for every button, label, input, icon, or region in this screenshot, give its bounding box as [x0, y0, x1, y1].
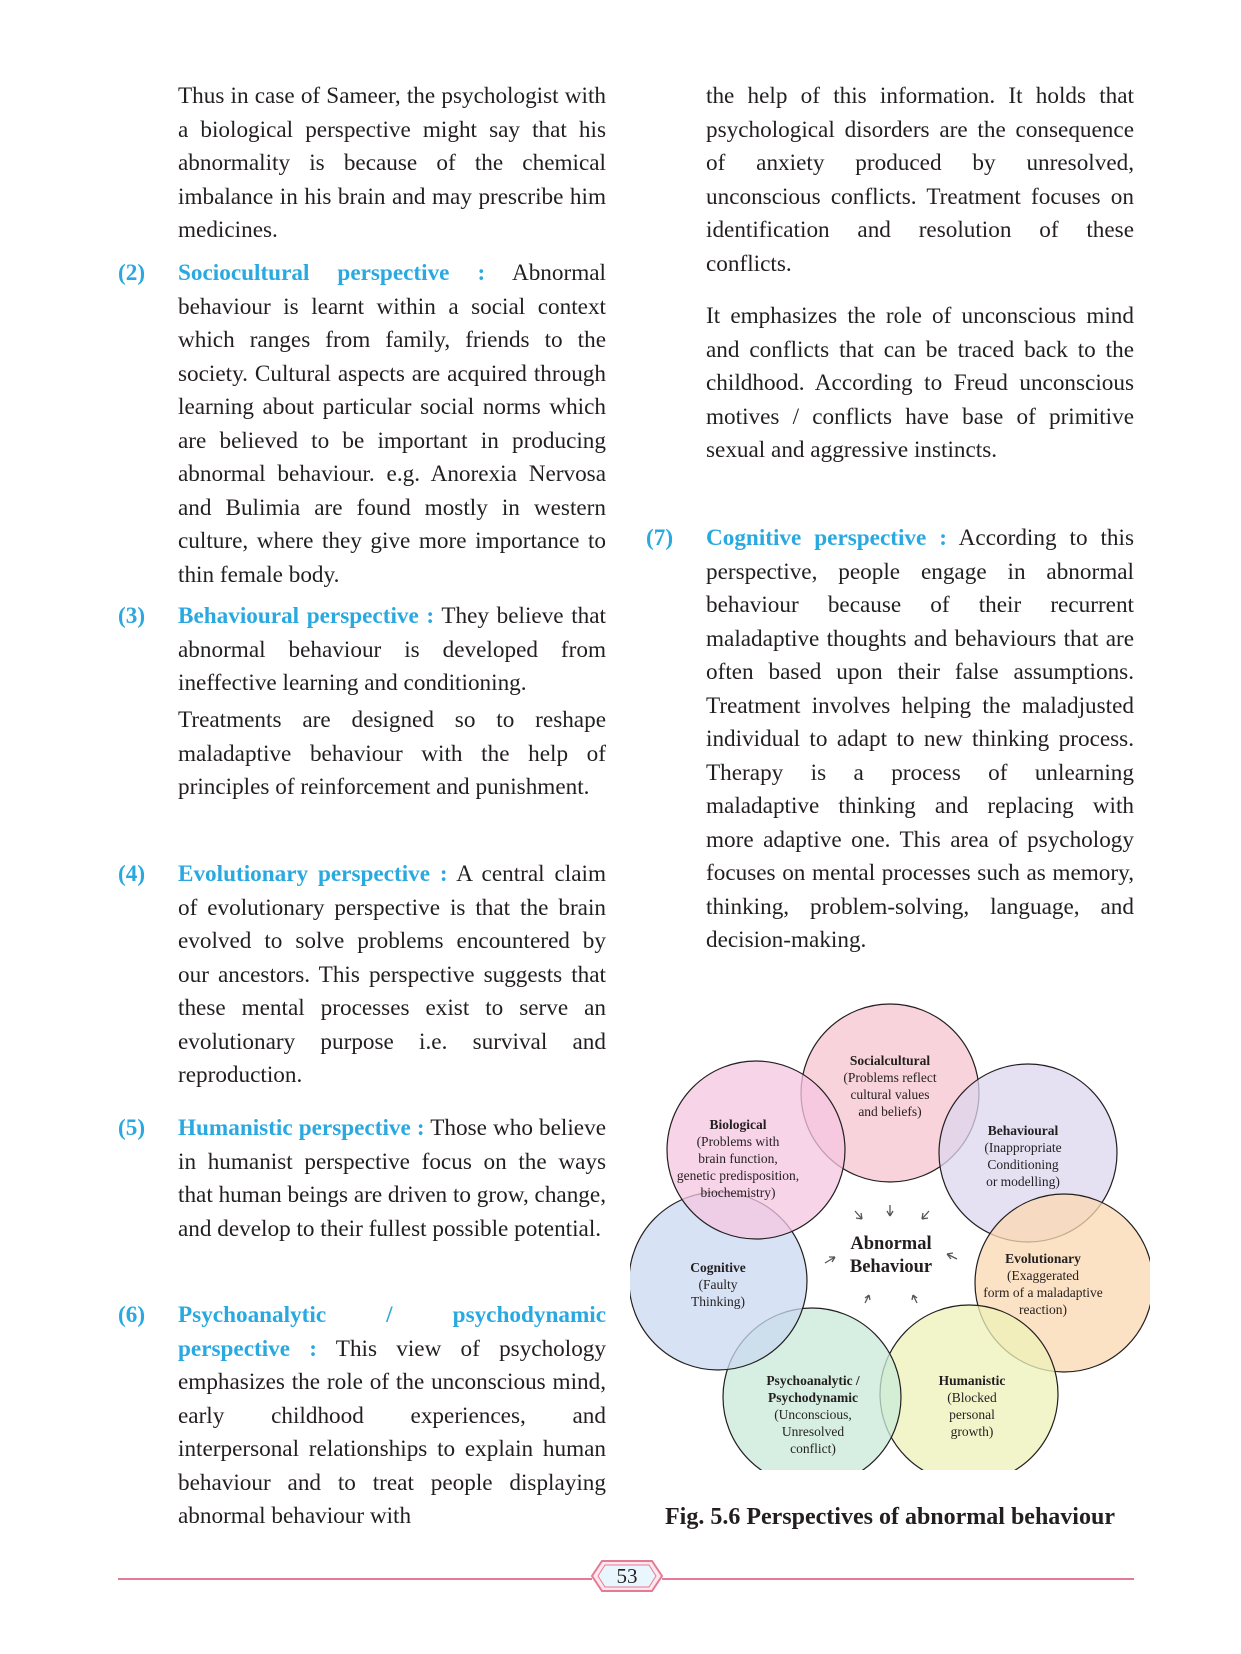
psychoanalytic-title: Psychoanalytic / [766, 1373, 860, 1388]
behavioural-line3: or modelling) [986, 1174, 1060, 1189]
biological-line1: (Problems with [696, 1134, 780, 1149]
humanistic-line2: personal [949, 1407, 995, 1422]
humanistic-line3: growth) [950, 1424, 994, 1439]
sociocultural-line2: cultural values [850, 1087, 930, 1102]
arrows [825, 1205, 957, 1303]
item-number-4: (4) [118, 861, 146, 887]
humanistic-paragraph [178, 1112, 606, 1246]
item-number-2: (2) [118, 260, 146, 286]
behavioural-heading: Behavioural perspective : [178, 603, 435, 629]
item-number-7: (7) [646, 525, 674, 551]
item-number-6: (6) [118, 1302, 146, 1328]
figure-caption: Fig. 5.6 Perspectives of abnormal behaviour [665, 1504, 1115, 1530]
psychoanalytic-title2: Psychodynamic [767, 1390, 859, 1405]
behavioural-text: They believe that abnormal behaviour is developed from ineffective learning and conditioning. [178, 603, 606, 696]
psychoanalytic-line1: (Unconscious, [774, 1407, 852, 1422]
center-label-line2: Behaviour [849, 1257, 933, 1277]
behavioural-title: Behavioural [987, 1123, 1059, 1138]
sociocultural-text: Abnormal behaviour is learnt within a social context which ranges from family, friends to the society. Cultural aspects are acquired through learning about particular social norms which are believed to be important in producing abnormal behaviour. e.g. Anorexia Nervosa and Bulimia are found mostly in western culture, where they give more importance to thin female body. [178, 260, 606, 588]
perspectives-diagram [630, 1000, 1150, 1470]
psychoanalytic-line2: Unresolved [781, 1424, 845, 1439]
evolutionary-line1: (Exaggerated [1007, 1268, 1079, 1283]
psychoanalytic-continuation-paragraph: the help of this information. It holds that psychological disorders are the consequence of anxiety produced by unresolved, unconscious conflicts. Treatment focuses on identification and resolution of these conflicts. [706, 83, 1134, 277]
humanistic-heading: Humanistic perspective : [178, 1115, 425, 1141]
psychoanalytic-line3: conflict) [790, 1441, 836, 1456]
circle-biological [667, 1061, 845, 1239]
cognitive-line1: (Faulty [698, 1277, 738, 1292]
sociocultural-line3: and beliefs) [858, 1104, 922, 1119]
humanistic-text: Those who believe in humanist perspective focus on the ways that human beings are driven to grow, change, and develop to their fullest possible potential. [178, 1115, 606, 1242]
biological-title: Biological [709, 1117, 767, 1132]
behavioural-line1: (Inappropriate [984, 1140, 1062, 1155]
cognitive-line2: Thinking) [691, 1294, 745, 1309]
humanistic-title: Humanistic [938, 1373, 1006, 1388]
evolutionary-line3: reaction) [1019, 1302, 1067, 1317]
cognitive-title: Cognitive [690, 1260, 746, 1275]
footer-line-left [118, 1578, 592, 1580]
cognitive-heading: Cognitive perspective : [706, 525, 947, 551]
behavioural-treatment-paragraph: Treatments are designed so to reshape maladaptive behaviour with the help of principles of reinforcement and punishment. [178, 707, 606, 800]
center-label-line1: Abnormal [850, 1234, 932, 1254]
evolutionary-title: Evolutionary [1005, 1251, 1081, 1266]
psychoanalytic-paragraph [178, 1299, 606, 1534]
psychoanalytic-text: This view of psychology emphasizes the role of the unconscious mind, early childhood experiences, and interpersonal relationships to explain human behaviour and to treat people displaying abnormal behaviour with [178, 1335, 606, 1529]
cognitive-text: According to this perspective, people engage in abnormal behaviour because of their recurrent maladaptive thoughts and behaviours that are often based upon their false assumptions. Treatment involves helping the maladjusted individual to adapt to new thinking process. Therapy is a process of unlearning maladaptive thinking and replacing with more adaptive one. This area of psychology focuses on mental processes such as memory, thinking, problem-solving, language, and decision-making. [706, 525, 1134, 953]
humanistic-line1: (Blocked [947, 1390, 997, 1405]
biological-line4: biochemistry) [700, 1185, 776, 1200]
page-number: 53 [616, 1564, 638, 1588]
footer-line-right [662, 1578, 1134, 1580]
psychoanalytic-heading: Psychoanalytic / psychodynamic perspective : [178, 1302, 606, 1362]
evolutionary-heading: Evolutionary perspective : [178, 861, 448, 887]
biological-line2: brain function, [698, 1151, 778, 1166]
item-number-3: (3) [118, 603, 146, 629]
sociocultural-line1: (Problems reflect [843, 1070, 937, 1085]
sociocultural-heading: Sociocultural perspective : [178, 260, 486, 286]
behavioural-line2: Conditioning [987, 1157, 1059, 1172]
cognitive-paragraph [706, 522, 1134, 958]
evolutionary-paragraph [178, 858, 606, 1093]
behavioural-paragraph [178, 600, 606, 701]
sociocultural-paragraph [178, 257, 606, 592]
sociocultural-title: Socialcultural [849, 1053, 931, 1068]
item-number-5: (5) [118, 1115, 146, 1141]
biological-line3: genetic predisposition, [676, 1168, 800, 1183]
intro-paragraph: Thus in case of Sameer, the psychologist with a biological perspective might say that his abnormality is because of the chemical imbalance in his brain and may prescribe him medicines. [178, 83, 606, 243]
evolutionary-text: A central claim of evolutionary perspective is that the brain evolved to solve problems encountered by our ancestors. This perspective suggests that these mental processes exist to serve an evolutionary purpose i.e. survival and reproduction. [178, 861, 606, 1088]
evolutionary-line2: form of a maladaptive [983, 1285, 1103, 1300]
unconscious-mind-paragraph: It emphasizes the role of unconscious mind and conflicts that can be traced back to the childhood. According to Freud unconscious motives / conflicts have base of primitive sexual and aggressive instincts. [706, 303, 1134, 463]
